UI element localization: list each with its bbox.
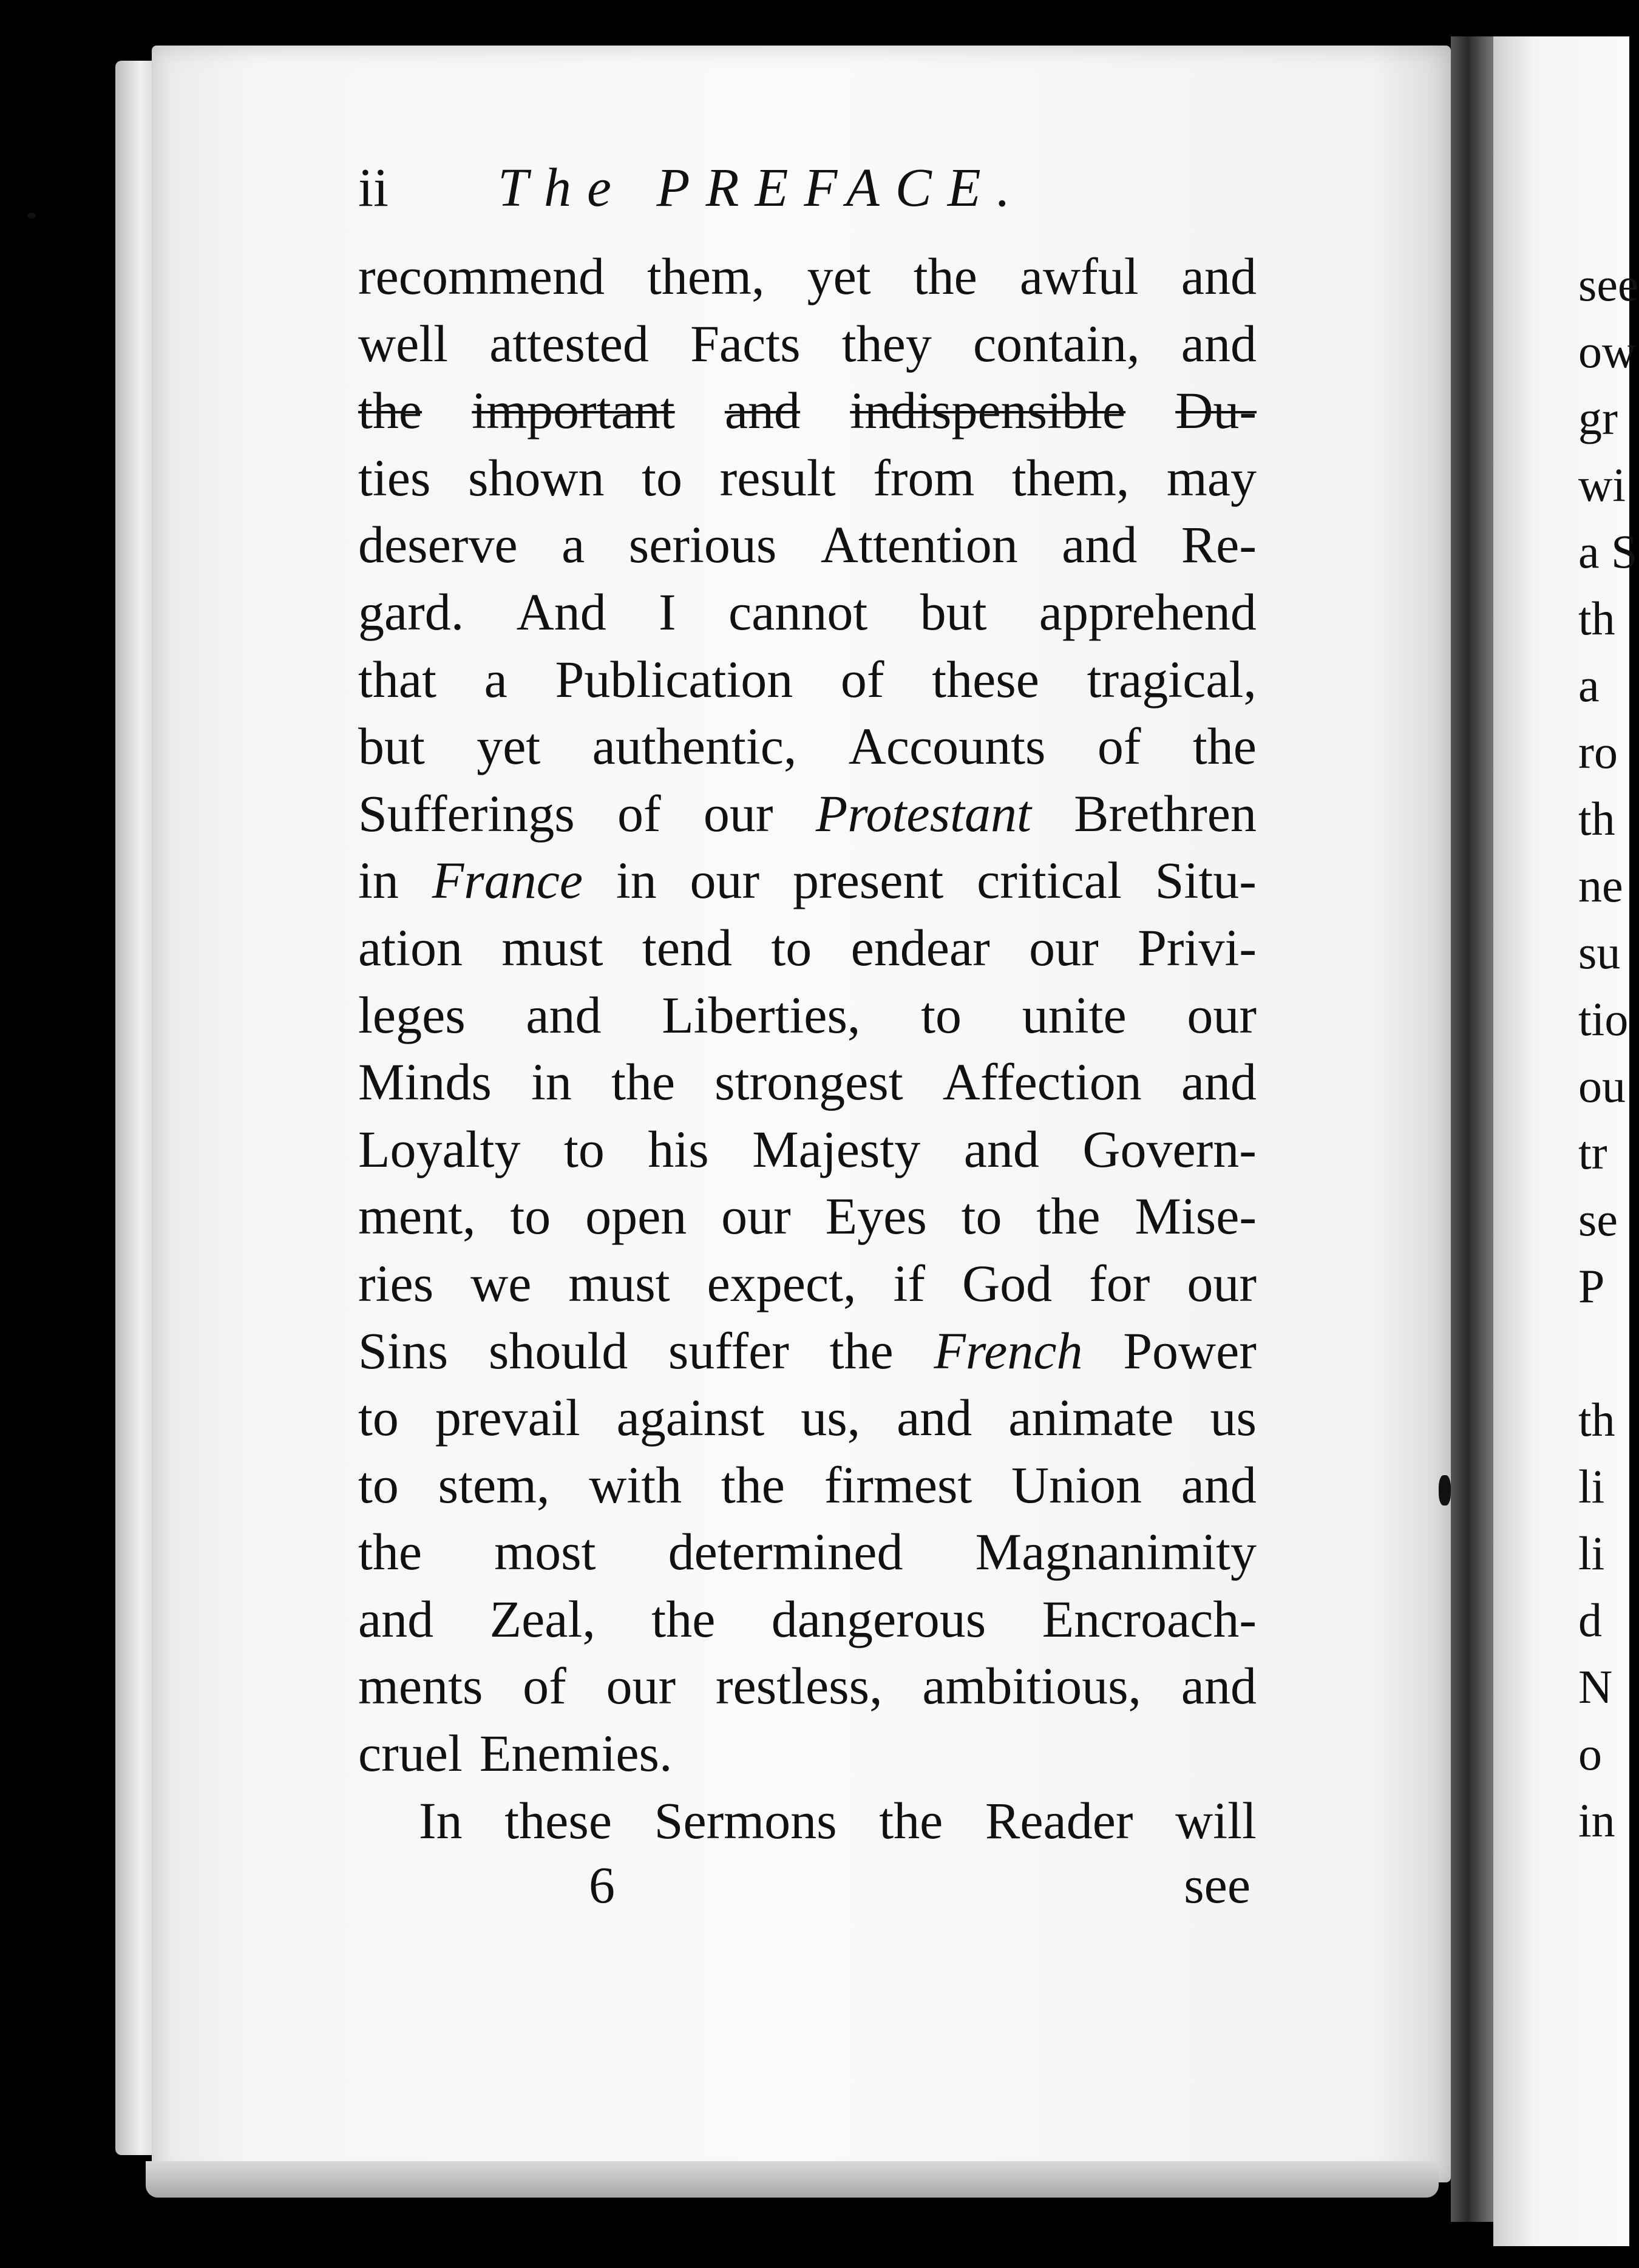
word: restless,: [715, 1657, 883, 1716]
word: present: [792, 851, 944, 910]
facing-page-fragment: th: [1578, 792, 1615, 845]
word: in: [358, 851, 399, 910]
word: and: [1181, 1053, 1257, 1112]
word: the: [611, 1053, 676, 1112]
signature-mark: 6: [589, 1856, 615, 1914]
word: most: [494, 1523, 596, 1581]
facing-page-fragment: in: [1578, 1794, 1615, 1847]
word: the: [358, 381, 422, 440]
facing-page-fragment: ow: [1578, 325, 1637, 378]
word: authentic,: [592, 717, 797, 776]
text-line: [358, 847, 1257, 914]
word: the: [879, 1791, 943, 1850]
word: Encroach-: [1042, 1589, 1257, 1648]
text-line: [358, 1116, 1257, 1183]
word: endear: [850, 918, 990, 977]
word: the: [829, 1321, 894, 1380]
word: of: [523, 1657, 566, 1716]
word: tend: [642, 918, 732, 977]
word: to: [358, 1388, 399, 1447]
page-number: ii: [358, 158, 389, 218]
text-line: [358, 310, 1257, 378]
word: them,: [647, 247, 765, 305]
word: of: [617, 784, 661, 843]
facing-page-fragment: a: [1578, 659, 1600, 711]
word: and: [1062, 515, 1138, 574]
word: firmest: [824, 1455, 972, 1514]
word: of: [840, 650, 884, 708]
word: Majesty: [752, 1119, 921, 1178]
word: we: [470, 1254, 532, 1312]
text-line: [358, 780, 1257, 847]
word: to: [771, 918, 812, 977]
word: and: [1181, 314, 1257, 373]
word: ries: [358, 1254, 434, 1312]
text-line: [358, 444, 1257, 512]
page-footer: [358, 1852, 1257, 1918]
word: Brethren: [1074, 784, 1257, 843]
word: deserve: [358, 515, 518, 574]
word: Protestant: [815, 784, 1031, 843]
word: Du-: [1175, 381, 1257, 440]
word: a: [562, 515, 585, 574]
word: Sins: [358, 1321, 449, 1380]
text-line: [358, 1652, 1257, 1720]
word: Liberties,: [662, 985, 861, 1044]
word: yet: [807, 247, 871, 305]
word: of: [1097, 717, 1141, 776]
text-line: [358, 1518, 1257, 1586]
word: from: [873, 448, 975, 507]
word: the: [1036, 1187, 1101, 1246]
word: Power: [1123, 1321, 1257, 1380]
body-text: [358, 243, 1257, 1854]
word: ties: [358, 448, 431, 507]
word: Reader: [985, 1791, 1133, 1850]
word: but: [358, 717, 425, 776]
word: to: [358, 1455, 399, 1514]
word: important: [472, 381, 675, 440]
word: the: [913, 247, 977, 305]
word: animate: [1008, 1388, 1174, 1447]
text-line: [358, 1048, 1257, 1116]
word: dangerous: [771, 1589, 986, 1648]
word: ation: [358, 918, 463, 977]
word: the: [1192, 717, 1257, 776]
word: Attention: [820, 515, 1018, 574]
word: these: [932, 650, 1039, 708]
word: Magnanimity: [975, 1523, 1257, 1581]
word: must: [501, 918, 603, 977]
text-line: [358, 982, 1257, 1049]
facing-page-fragment: ou: [1578, 1059, 1626, 1112]
facing-page-fragment: ro: [1578, 725, 1618, 778]
word: our: [1187, 1254, 1257, 1312]
word: to: [563, 1119, 605, 1178]
word: ments: [358, 1657, 483, 1716]
facing-page-fragment: d: [1578, 1594, 1602, 1646]
word: will: [1175, 1791, 1257, 1850]
word: yet: [477, 717, 541, 776]
word: and: [358, 1589, 434, 1648]
word: Sermons: [654, 1791, 837, 1850]
word: Eyes: [825, 1187, 927, 1246]
word: Minds: [358, 1053, 492, 1112]
word: determined: [668, 1523, 903, 1581]
facing-page-fragment: tio: [1578, 993, 1629, 1045]
word: God: [962, 1254, 1053, 1312]
facing-page-fragment: gr: [1578, 392, 1618, 444]
word: apprehend: [1039, 582, 1257, 641]
text-line: [358, 713, 1257, 780]
word: open: [585, 1187, 687, 1246]
word: stem,: [438, 1455, 550, 1514]
word: gard.: [358, 582, 464, 641]
text-line: [358, 1250, 1257, 1317]
word: us,: [801, 1388, 861, 1447]
word: us: [1210, 1388, 1257, 1447]
word: they: [841, 314, 932, 373]
facing-page-fragment: o: [1578, 1727, 1602, 1780]
word: critical: [977, 851, 1122, 910]
word: to: [961, 1187, 1002, 1246]
word: Publication: [555, 650, 793, 708]
facing-page-fragment: se: [1578, 1193, 1618, 1246]
ink-speck: [1439, 1475, 1451, 1506]
word: Zeal,: [489, 1589, 596, 1648]
word: our: [690, 851, 760, 910]
word: And: [516, 582, 606, 641]
word: ambitious,: [922, 1657, 1142, 1716]
text-line: [358, 646, 1257, 713]
word: our: [1029, 918, 1099, 977]
text-line: [358, 1586, 1257, 1653]
word: serious: [628, 515, 777, 574]
facing-page-fragment: ne: [1578, 859, 1623, 912]
word: Union: [1011, 1455, 1142, 1514]
word: cruel: [358, 1724, 463, 1783]
word: his: [648, 1119, 709, 1178]
facing-page-fragment: P: [1578, 1260, 1605, 1312]
word: tragical,: [1087, 650, 1257, 708]
word: Re-: [1181, 515, 1257, 574]
word: that: [358, 650, 436, 708]
word: our: [721, 1187, 791, 1246]
facing-page-fragment: li: [1578, 1527, 1605, 1580]
facing-page-fragment: tr: [1578, 1126, 1607, 1179]
word: against: [616, 1388, 765, 1447]
page-edge-bottom: [146, 2161, 1439, 2198]
word: Accounts: [848, 717, 1046, 776]
word: Govern-: [1082, 1119, 1257, 1178]
text-line: [358, 1451, 1257, 1519]
word: for: [1089, 1254, 1150, 1312]
word: to: [510, 1187, 551, 1246]
word: contain,: [973, 314, 1140, 373]
word: Sufferings: [358, 784, 575, 843]
word: cannot: [728, 582, 868, 641]
word: our: [1187, 985, 1257, 1044]
running-head: [358, 157, 1269, 219]
facing-page-fragment: a S: [1578, 525, 1638, 578]
facing-page-fragment: su: [1578, 926, 1621, 979]
text-line: [358, 1183, 1257, 1250]
facing-page-fragment: see: [1578, 258, 1639, 311]
word: Loyalty: [358, 1119, 521, 1178]
word: and: [724, 381, 801, 440]
page-title: The PREFACE.: [498, 158, 1026, 218]
word: in: [531, 1053, 572, 1112]
word: expect,: [707, 1254, 857, 1312]
word: I: [659, 582, 676, 641]
word: the: [651, 1589, 716, 1648]
text-line: [358, 579, 1257, 646]
word: indispensible: [850, 381, 1126, 440]
word: with: [589, 1455, 682, 1514]
word: French: [934, 1321, 1083, 1380]
word: may: [1166, 448, 1257, 507]
text-line: [358, 1384, 1257, 1451]
word: attested: [489, 314, 649, 373]
ink-speck: [27, 212, 36, 219]
word: awful: [1019, 247, 1139, 305]
word: our: [703, 784, 773, 843]
word: result: [719, 448, 836, 507]
book-gutter: [1451, 36, 1493, 2222]
facing-page-fragment: wi: [1578, 458, 1626, 511]
catchword: see: [1184, 1856, 1250, 1914]
text-line: [358, 1317, 1257, 1385]
word: should: [488, 1321, 628, 1380]
word: leges: [358, 985, 466, 1044]
word: the: [721, 1455, 785, 1514]
word: strongest: [714, 1053, 903, 1112]
word: Facts: [690, 314, 801, 373]
text-line: [358, 377, 1257, 444]
word: and: [963, 1119, 1039, 1178]
word: in: [616, 851, 657, 910]
word: our: [606, 1657, 676, 1716]
word: Affection: [942, 1053, 1142, 1112]
word: suffer: [668, 1321, 789, 1380]
text-line: [358, 914, 1257, 982]
word: must: [568, 1254, 670, 1312]
word: unite: [1022, 985, 1127, 1044]
word: and: [1181, 1657, 1257, 1716]
word: but: [920, 582, 987, 641]
text-line: [358, 1787, 1257, 1855]
word: In: [419, 1791, 463, 1850]
word: Mise-: [1135, 1187, 1257, 1246]
word: prevail: [435, 1388, 580, 1447]
word: Enemies.: [479, 1724, 673, 1783]
word: and: [1181, 247, 1257, 305]
word: shown: [467, 448, 605, 507]
word: to: [921, 985, 962, 1044]
word: these: [504, 1791, 612, 1850]
text-line: [358, 511, 1257, 579]
facing-page-fragment: N: [1578, 1660, 1613, 1713]
word: if: [893, 1254, 926, 1312]
facing-page-fragment: li: [1578, 1460, 1605, 1513]
word: to: [642, 448, 683, 507]
word: ment,: [358, 1187, 476, 1246]
word: and: [1181, 1455, 1257, 1514]
word: well: [358, 314, 449, 373]
word: a: [484, 650, 507, 708]
word: Privi-: [1138, 918, 1257, 977]
word: the: [358, 1523, 422, 1581]
word: and: [897, 1388, 972, 1447]
word: them,: [1011, 448, 1130, 507]
facing-page-fragment: th: [1578, 1393, 1615, 1446]
word: and: [526, 985, 602, 1044]
word: Situ-: [1155, 851, 1257, 910]
word: France: [432, 851, 583, 910]
facing-page-fragment: th: [1578, 592, 1615, 645]
word: recommend: [358, 247, 605, 305]
text-line: [358, 1720, 1257, 1787]
text-line: [358, 243, 1257, 310]
